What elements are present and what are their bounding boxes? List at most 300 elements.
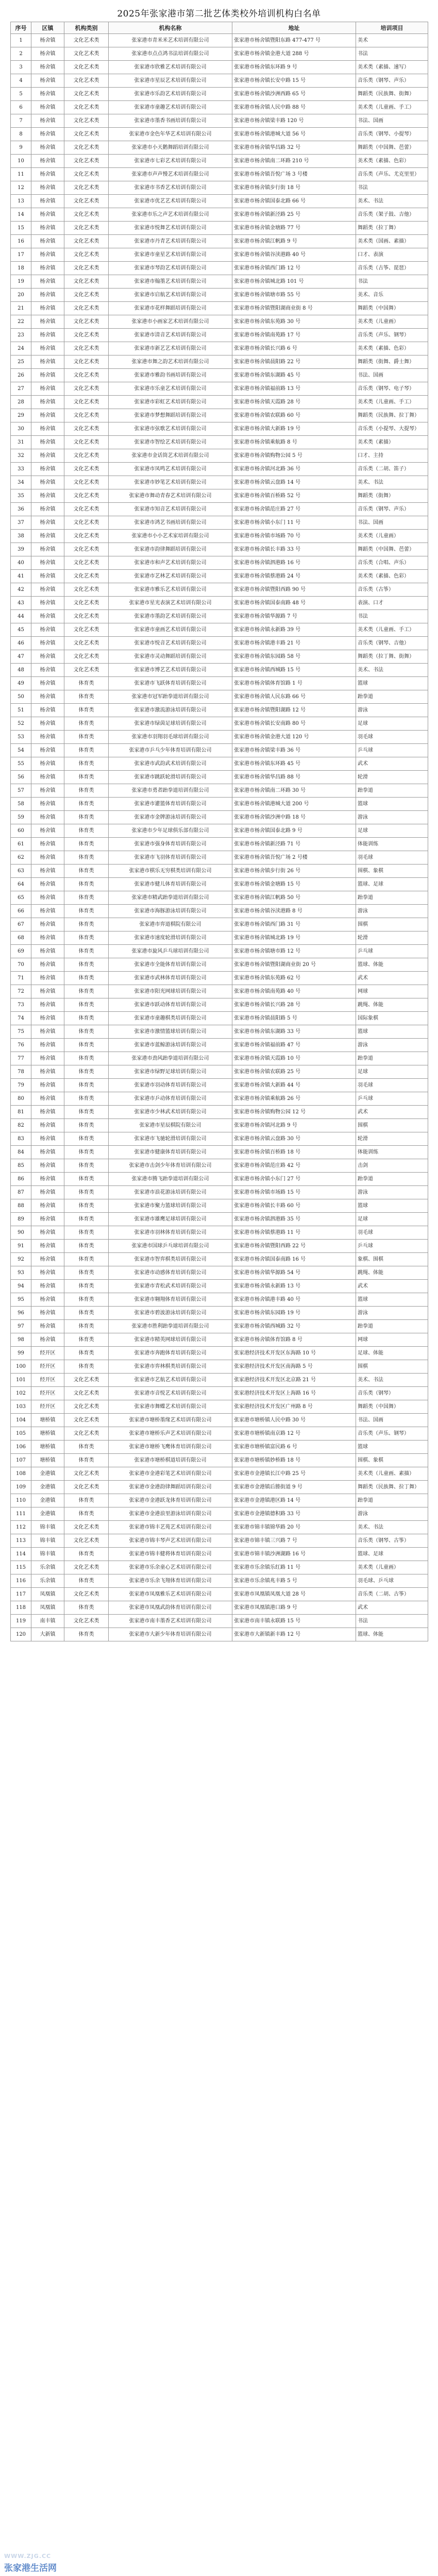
cell-district: 杨舍镇 — [31, 101, 64, 114]
cell-district: 杨舍镇 — [31, 771, 64, 784]
cell-address: 张家港市杨舍镇暨阳西路 22 号 — [232, 1240, 356, 1253]
cell-address: 张家港市杨舍镇市场路 70 号 — [232, 530, 356, 543]
cell-district: 杨舍镇 — [31, 1240, 64, 1253]
cell-index: 49 — [11, 677, 31, 690]
cell-org-name: 张家港市丹青艺术培训有限公司 — [109, 235, 232, 248]
cell-address: 张家港市杨舍镇福前路 47 号 — [232, 1039, 356, 1052]
cell-category: 文化艺术类 — [64, 141, 109, 155]
cell-address: 张家港市杨舍镇金塘路 77 号 — [232, 222, 356, 235]
header-index: 序号 — [11, 22, 31, 34]
cell-address: 张家港市杨舍镇长安中路 15 号 — [232, 74, 356, 88]
table-row — [11, 1079, 428, 1092]
cell-project: 游泳 — [356, 811, 428, 824]
cell-district: 杨舍镇 — [31, 315, 64, 329]
cell-project: 篮球 — [356, 1293, 428, 1307]
cell-district: 塘桥镇 — [31, 1427, 64, 1440]
cell-category: 体育类 — [64, 865, 109, 878]
cell-category: 体育类 — [64, 1333, 109, 1347]
cell-district: 杨舍镇 — [31, 181, 64, 195]
cell-category: 文化艺术类 — [64, 275, 109, 289]
cell-org-name: 张家港市花样舞蹈培训有限公司 — [109, 302, 232, 315]
cell-category: 体育类 — [64, 905, 109, 918]
cell-org-name: 张家港市梦想舞蹈培训有限公司 — [109, 409, 232, 422]
cell-category: 体育类 — [64, 851, 109, 865]
cell-org-name: 张家港市锦丰艺苑艺术培训有限公司 — [109, 1521, 232, 1534]
table-row — [11, 1467, 428, 1481]
cell-address: 张家港市杨舍镇新泾路 25 号 — [232, 208, 356, 222]
cell-category: 文化艺术类 — [64, 664, 109, 677]
cell-district: 杨舍镇 — [31, 650, 64, 664]
cell-org-name: 张家港市聚力篮球培训有限公司 — [109, 1199, 232, 1213]
cell-address: 张家港市杨舍镇港丰路 40 号 — [232, 1293, 356, 1307]
cell-category: 文化艺术类 — [64, 74, 109, 88]
cell-district: 杨舍镇 — [31, 1159, 64, 1173]
cell-category: 文化艺术类 — [64, 101, 109, 114]
cell-index: 75 — [11, 1025, 31, 1039]
cell-index: 91 — [11, 1240, 31, 1253]
table-row — [11, 329, 428, 342]
cell-category: 体育类 — [64, 878, 109, 891]
cell-category: 体育类 — [64, 891, 109, 905]
cell-project: 击剑 — [356, 1159, 428, 1173]
cell-district: 杨舍镇 — [31, 1199, 64, 1213]
cell-org-name: 张家港市书香艺术培训有限公司 — [109, 181, 232, 195]
cell-org-name: 张家港市少年足球俱乐部有限公司 — [109, 824, 232, 838]
cell-org-name: 张家港市墨韵艺术培训有限公司 — [109, 610, 232, 623]
cell-project: 音乐类（钢琴、小提琴） — [356, 128, 428, 141]
cell-category: 体育类 — [64, 1012, 109, 1025]
cell-org-name: 张家港市童趣艺术培训有限公司 — [109, 101, 232, 114]
cell-project: 美术类（儿童画、手工） — [356, 623, 428, 637]
cell-index: 102 — [11, 1387, 31, 1400]
cell-address: 张家港市杨舍镇长兴路 6 号 — [232, 342, 356, 355]
cell-district: 杨舍镇 — [31, 222, 64, 235]
cell-category: 体育类 — [64, 811, 109, 824]
cell-project: 音乐类（钢琴、声乐） — [356, 503, 428, 516]
cell-project: 表演、口才 — [356, 597, 428, 610]
cell-project: 武术 — [356, 1601, 428, 1615]
table-row — [11, 1615, 428, 1628]
cell-project: 音乐类（钢琴、吉他） — [356, 637, 428, 650]
cell-project: 跆拳道 — [356, 891, 428, 905]
cell-category: 体育类 — [64, 1360, 109, 1374]
cell-org-name: 张家港市智弈棋类培训有限公司 — [109, 1253, 232, 1266]
cell-index: 106 — [11, 1440, 31, 1454]
cell-index: 108 — [11, 1467, 31, 1481]
cell-address: 张家港市杨舍镇西城路 15 号 — [232, 664, 356, 677]
cell-project: 音乐类（古筝） — [356, 583, 428, 597]
cell-index: 36 — [11, 503, 31, 516]
cell-district: 经开区 — [31, 1360, 64, 1374]
cell-address: 张家港市杨舍镇华源路 7 号 — [232, 610, 356, 623]
cell-address: 张家港市杨舍镇江帆路 50 号 — [232, 891, 356, 905]
cell-district: 杨舍镇 — [31, 409, 64, 422]
cell-address: 张家港市杨舍镇东环路 9 号 — [232, 61, 356, 74]
cell-project: 跆拳道 — [356, 1320, 428, 1333]
cell-address: 张家港市杨舍镇东苑路 30 号 — [232, 315, 356, 329]
header-address: 地址 — [232, 22, 356, 34]
cell-index: 98 — [11, 1333, 31, 1347]
cell-category: 文化艺术类 — [64, 235, 109, 248]
cell-org-name: 张家港市精武跆拳道培训有限公司 — [109, 891, 232, 905]
table-row — [11, 1146, 428, 1159]
cell-index: 34 — [11, 476, 31, 489]
cell-district: 杨舍镇 — [31, 677, 64, 690]
cell-project: 羽毛球 — [356, 1079, 428, 1092]
cell-index: 30 — [11, 422, 31, 436]
cell-index: 104 — [11, 1414, 31, 1427]
cell-district: 杨舍镇 — [31, 195, 64, 208]
cell-index: 72 — [11, 985, 31, 998]
cell-org-name: 张家港市弦歌艺术培训有限公司 — [109, 422, 232, 436]
cell-project: 美术类（儿童画） — [356, 1561, 428, 1574]
cell-org-name: 张家港市舞之韵艺术培训有限公司 — [109, 355, 232, 369]
cell-category: 体育类 — [64, 1601, 109, 1615]
table-row — [11, 958, 428, 972]
cell-index: 7 — [11, 114, 31, 128]
cell-address: 张家港市杨舍镇福前路 13 号 — [232, 382, 356, 396]
table-row — [11, 1307, 428, 1320]
cell-project: 游泳 — [356, 1186, 428, 1199]
cell-district: 锦丰镇 — [31, 1521, 64, 1534]
cell-project: 游泳 — [356, 704, 428, 717]
cell-project: 美术、书法 — [356, 664, 428, 677]
cell-org-name: 张家港市琴韵艺术培训有限公司 — [109, 262, 232, 275]
table-row — [11, 1052, 428, 1065]
cell-project: 美术类（素描、色彩） — [356, 570, 428, 583]
cell-org-name: 张家港市金牌游泳培训有限公司 — [109, 811, 232, 824]
cell-index: 96 — [11, 1307, 31, 1320]
table-row — [11, 583, 428, 597]
cell-address: 张家港市杨舍镇国泰北路 66 号 — [232, 195, 356, 208]
cell-project: 书法 — [356, 47, 428, 61]
cell-index: 65 — [11, 891, 31, 905]
cell-district: 杨舍镇 — [31, 1065, 64, 1079]
cell-category: 体育类 — [64, 1186, 109, 1199]
cell-district: 杨舍镇 — [31, 47, 64, 61]
table-row — [11, 1266, 428, 1280]
table-row — [11, 1119, 428, 1132]
cell-index: 109 — [11, 1481, 31, 1494]
cell-address: 张家港市杨舍镇农联路 25 号 — [232, 1065, 356, 1079]
cell-district: 杨舍镇 — [31, 717, 64, 731]
table-row — [11, 677, 428, 690]
cell-org-name: 张家港市蓝鲸游泳培训有限公司 — [109, 1039, 232, 1052]
cell-district: 杨舍镇 — [31, 704, 64, 717]
cell-district: 杨舍镇 — [31, 905, 64, 918]
table-row — [11, 1387, 428, 1400]
cell-org-name: 张家港市智绘艺术培训有限公司 — [109, 436, 232, 449]
cell-category: 文化艺术类 — [64, 1427, 109, 1440]
cell-index: 94 — [11, 1280, 31, 1293]
cell-index: 11 — [11, 168, 31, 181]
cell-org-name: 张家港市博艺艺术培训有限公司 — [109, 664, 232, 677]
cell-address: 张家港市杨舍镇港丰路 21 号 — [232, 637, 356, 650]
cell-category: 文化艺术类 — [64, 1400, 109, 1414]
cell-category: 体育类 — [64, 1199, 109, 1213]
cell-district: 杨舍镇 — [31, 1293, 64, 1307]
table-row — [11, 650, 428, 664]
cell-project: 游泳 — [356, 1307, 428, 1320]
cell-address: 张家港市杨舍镇东园路 58 号 — [232, 650, 356, 664]
cell-index: 59 — [11, 811, 31, 824]
cell-address: 张家港市杨舍镇国泰南路 16 号 — [232, 1253, 356, 1266]
table-row — [11, 463, 428, 476]
table-row — [11, 489, 428, 503]
cell-category: 体育类 — [64, 1213, 109, 1226]
cell-index: 105 — [11, 1427, 31, 1440]
cell-category: 文化艺术类 — [64, 1534, 109, 1548]
cell-project: 美术类（儿童画、手工） — [356, 101, 428, 114]
cell-org-name: 张家港市翱翔体育培训有限公司 — [109, 1293, 232, 1307]
cell-project: 篮球 — [356, 677, 428, 690]
cell-project: 篮球 — [356, 1440, 428, 1454]
cell-project: 音乐类（声乐、尤克里里） — [356, 168, 428, 181]
table-row — [11, 1320, 428, 1333]
cell-district: 杨舍镇 — [31, 878, 64, 891]
cell-project: 舞蹈类（街舞） — [356, 489, 428, 503]
cell-district: 杨舍镇 — [31, 757, 64, 771]
cell-project: 音乐类（钢琴、电子琴） — [356, 382, 428, 396]
cell-index: 51 — [11, 704, 31, 717]
cell-project: 跆拳道 — [356, 1173, 428, 1186]
cell-org-name: 张家港市国球乒乓球培训有限公司 — [109, 1240, 232, 1253]
cell-project: 足球 — [356, 717, 428, 731]
cell-org-name: 张家港市乐童艺术培训有限公司 — [109, 382, 232, 396]
cell-org-name: 张家港市星辰棋院有限公司 — [109, 1119, 232, 1132]
table-row — [11, 1092, 428, 1106]
cell-index: 41 — [11, 570, 31, 583]
cell-org-name: 张家港市舞动青春艺术培训有限公司 — [109, 489, 232, 503]
cell-address: 张家港市杨舍镇暨阳东路 477-477 号 — [232, 34, 356, 47]
cell-org-name: 张家港市飞羽体育培训有限公司 — [109, 851, 232, 865]
cell-category: 体育类 — [64, 1132, 109, 1146]
cell-index: 93 — [11, 1266, 31, 1280]
header-district: 区镇 — [31, 22, 64, 34]
table-row — [11, 1213, 428, 1226]
cell-org-name: 张家港市雄鹰足球培训有限公司 — [109, 1213, 232, 1226]
cell-district: 杨舍镇 — [31, 155, 64, 168]
cell-org-name: 张家港市绿野足球培训有限公司 — [109, 1065, 232, 1079]
cell-org-name: 张家港市强身体育培训有限公司 — [109, 838, 232, 851]
cell-district: 杨舍镇 — [31, 302, 64, 315]
cell-index: 64 — [11, 878, 31, 891]
table-row — [11, 1226, 428, 1240]
cell-category: 文化艺术类 — [64, 422, 109, 436]
cell-index: 18 — [11, 262, 31, 275]
cell-district: 杨舍镇 — [31, 489, 64, 503]
cell-category: 体育类 — [64, 1253, 109, 1266]
cell-address: 张家港市杨舍镇金港大道 288 号 — [232, 47, 356, 61]
cell-org-name: 张家港市速度轮滑培训有限公司 — [109, 931, 232, 945]
cell-district: 金港镇 — [31, 1481, 64, 1494]
table-row — [11, 516, 428, 530]
cell-address: 张家港市杨舍镇农联路 60 号 — [232, 409, 356, 422]
cell-org-name: 张家港市欣雅艺术培训有限公司 — [109, 61, 232, 74]
cell-index: 73 — [11, 998, 31, 1012]
cell-category: 文化艺术类 — [64, 329, 109, 342]
table-row — [11, 757, 428, 771]
cell-index: 120 — [11, 1628, 31, 1641]
table-row — [11, 878, 428, 891]
cell-project: 书法、国画 — [356, 114, 428, 128]
cell-district: 杨舍镇 — [31, 731, 64, 744]
cell-district: 杨舍镇 — [31, 985, 64, 998]
header-category: 机构类别 — [64, 22, 109, 34]
cell-project: 口才、表演 — [356, 248, 428, 262]
table-row — [11, 1507, 428, 1521]
cell-district: 金港镇 — [31, 1507, 64, 1521]
cell-project: 美术、书法 — [356, 1374, 428, 1387]
cell-district: 杨舍镇 — [31, 262, 64, 275]
cell-address: 张家港市杨舍镇步行街 26 号 — [232, 865, 356, 878]
cell-org-name: 张家港市悦舞艺术培训有限公司 — [109, 222, 232, 235]
cell-org-name: 张家港市艺林艺术培训有限公司 — [109, 570, 232, 583]
cell-project: 跳绳、体能 — [356, 1266, 428, 1280]
table-row — [11, 985, 428, 998]
cell-project: 篮球 — [356, 1025, 428, 1039]
cell-project: 围棋 — [356, 918, 428, 931]
cell-address: 张家港市杨舍镇晨阳路 5 号 — [232, 1012, 356, 1025]
cell-address: 张家港市金港镇后塍街道 9 号 — [232, 1481, 356, 1494]
cell-address: 张家港市杨舍镇城北路 101 号 — [232, 275, 356, 289]
table-row — [11, 1012, 428, 1025]
cell-project: 舞蹈类（民族舞、拉丁舞） — [356, 409, 428, 422]
cell-address: 张家港市金港镇港区路 14 号 — [232, 1494, 356, 1507]
cell-project: 网球 — [356, 985, 428, 998]
cell-org-name: 张家港市清音艺术培训有限公司 — [109, 329, 232, 342]
cell-org-name: 张家港市动感体育培训有限公司 — [109, 1266, 232, 1280]
cell-district: 杨舍镇 — [31, 1253, 64, 1266]
cell-district: 杨舍镇 — [31, 275, 64, 289]
cell-index: 35 — [11, 489, 31, 503]
cell-address: 张家港市杨舍镇体育馆路 8 号 — [232, 1333, 356, 1347]
cell-index: 107 — [11, 1454, 31, 1467]
cell-district: 杨舍镇 — [31, 556, 64, 570]
cell-org-name: 张家港市勇者跆拳道培训有限公司 — [109, 784, 232, 798]
cell-address: 张家港市乐余镇兆丰路 5 号 — [232, 1574, 356, 1588]
cell-project: 跆拳道 — [356, 1494, 428, 1507]
cell-district: 杨舍镇 — [31, 34, 64, 47]
table-row — [11, 436, 428, 449]
cell-org-name: 张家港市羽翔羽毛球培训有限公司 — [109, 731, 232, 744]
table-row — [11, 88, 428, 101]
cell-address: 张家港市杨舍镇乘航路 8 号 — [232, 436, 356, 449]
cell-address: 张家港市杨舍镇东园路 19 号 — [232, 1307, 356, 1320]
cell-address: 张家港市大新镇新丰路 12 号 — [232, 1628, 356, 1641]
cell-category: 体育类 — [64, 1507, 109, 1521]
cell-org-name: 张家港市绿茵足球培训有限公司 — [109, 717, 232, 731]
cell-district: 杨舍镇 — [31, 248, 64, 262]
cell-org-name: 张家港市跃动体育培训有限公司 — [109, 998, 232, 1012]
cell-project: 书法 — [356, 610, 428, 623]
cell-district: 杨舍镇 — [31, 168, 64, 181]
cell-address: 张家港市凤凰镇港口路 9 号 — [232, 1601, 356, 1615]
cell-org-name: 张家港市乒乓少年体育培训有限公司 — [109, 744, 232, 757]
table-row — [11, 610, 428, 623]
cell-org-name: 张家港市新艺艺术培训有限公司 — [109, 342, 232, 355]
table-row — [11, 476, 428, 489]
cell-category: 体育类 — [64, 1440, 109, 1454]
table-row — [11, 449, 428, 463]
cell-district: 杨舍镇 — [31, 891, 64, 905]
cell-district: 杨舍镇 — [31, 690, 64, 704]
cell-project: 美术类（儿童画、手工） — [356, 396, 428, 409]
cell-district: 杨舍镇 — [31, 1320, 64, 1333]
cell-org-name: 张家港市胜利跆拳道培训有限公司 — [109, 1320, 232, 1333]
cell-index: 81 — [11, 1106, 31, 1119]
cell-district: 杨舍镇 — [31, 1146, 64, 1159]
table-row — [11, 1333, 428, 1347]
cell-index: 54 — [11, 744, 31, 757]
watermark-brand: 张家港生活网 — [4, 2563, 57, 2573]
table-row — [11, 181, 428, 195]
cell-project: 音乐类（钢琴） — [356, 1387, 428, 1400]
cell-project: 美术、音乐 — [356, 289, 428, 302]
table-row — [11, 1199, 428, 1213]
table-row — [11, 47, 428, 61]
cell-index: 9 — [11, 141, 31, 155]
cell-district: 凤凰镇 — [31, 1588, 64, 1601]
cell-district: 杨舍镇 — [31, 1173, 64, 1186]
cell-project: 书法、国画 — [356, 369, 428, 382]
cell-address: 张家港市杨舍镇长丰路 60 号 — [232, 1199, 356, 1213]
cell-district: 杨舍镇 — [31, 476, 64, 489]
cell-category: 体育类 — [64, 1574, 109, 1588]
cell-index: 17 — [11, 248, 31, 262]
cell-district: 杨舍镇 — [31, 958, 64, 972]
cell-category: 文化艺术类 — [64, 34, 109, 47]
cell-index: 52 — [11, 717, 31, 731]
table-row — [11, 208, 428, 222]
cell-org-name: 张家港市点点鸿书法培训有限公司 — [109, 47, 232, 61]
cell-district: 杨舍镇 — [31, 289, 64, 302]
cell-project: 美术类（儿童画、素描） — [356, 1467, 428, 1481]
table-row — [11, 409, 428, 422]
table-row — [11, 61, 428, 74]
cell-district: 杨舍镇 — [31, 463, 64, 476]
cell-category: 体育类 — [64, 1025, 109, 1039]
cell-project: 美术类（儿童画） — [356, 530, 428, 543]
cell-org-name: 张家港市乐之声艺术培训有限公司 — [109, 208, 232, 222]
cell-district: 杨舍镇 — [31, 1039, 64, 1052]
cell-index: 27 — [11, 382, 31, 396]
table-row — [11, 1186, 428, 1199]
cell-category: 体育类 — [64, 1092, 109, 1106]
cell-org-name: 张家港市金港彩笔艺术培训有限公司 — [109, 1467, 232, 1481]
cell-org-name: 张家港市塘桥乐声艺术培训有限公司 — [109, 1427, 232, 1440]
table-row — [11, 396, 428, 409]
cell-project: 轮滑 — [356, 1132, 428, 1146]
cell-category: 体育类 — [64, 1146, 109, 1159]
cell-index: 31 — [11, 436, 31, 449]
cell-org-name: 张家港市雅乐艺术培训有限公司 — [109, 583, 232, 597]
cell-district: 杨舍镇 — [31, 865, 64, 878]
table-row — [11, 972, 428, 985]
table-row — [11, 744, 428, 757]
cell-category: 体育类 — [64, 1226, 109, 1240]
cell-category: 体育类 — [64, 824, 109, 838]
cell-org-name: 张家港市青米米艺术培训有限公司 — [109, 34, 232, 47]
cell-org-name: 张家港市金话筒艺术培训有限公司 — [109, 449, 232, 463]
cell-index: 55 — [11, 757, 31, 771]
cell-address: 张家港市锦丰镇沙洲湖路 16 号 — [232, 1548, 356, 1561]
cell-address: 张家港经济技术开发区南海路 5 号 — [232, 1360, 356, 1374]
cell-org-name: 张家港市旋风乒乓球培训有限公司 — [109, 945, 232, 958]
cell-project: 篮球、体能 — [356, 1628, 428, 1641]
cell-index: 2 — [11, 47, 31, 61]
cell-district: 杨舍镇 — [31, 1266, 64, 1280]
